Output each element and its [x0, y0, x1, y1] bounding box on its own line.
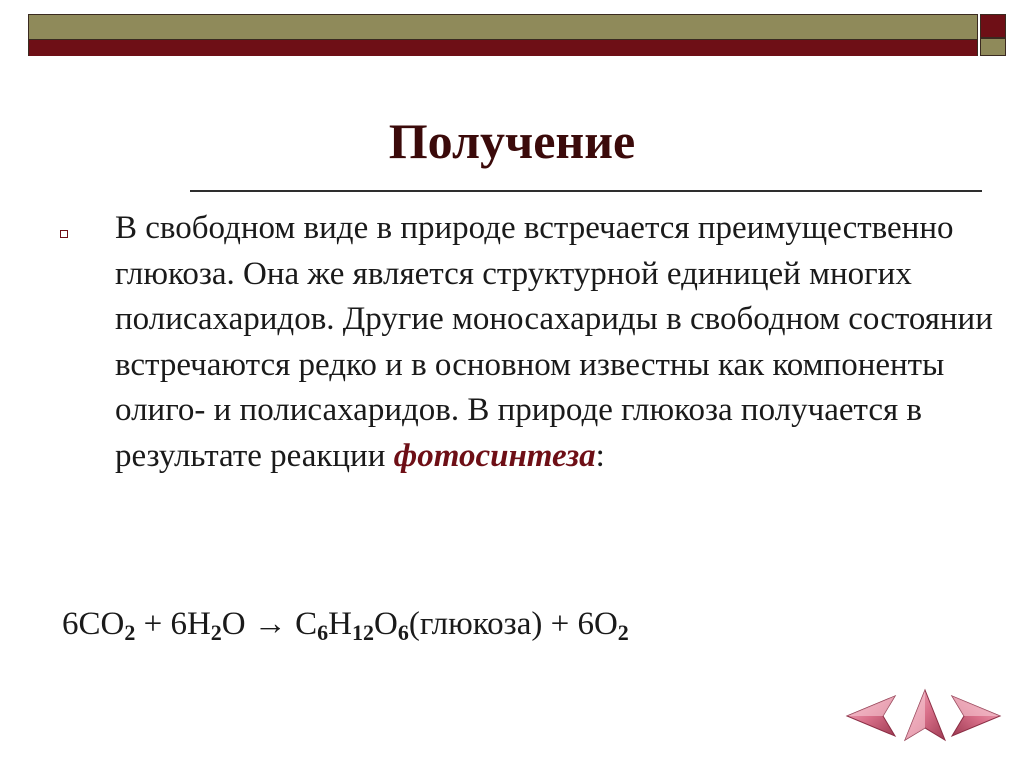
emphasis-photosynthesis: фотосинтеза — [393, 437, 596, 474]
band-olive-stripe — [29, 15, 977, 40]
bullet-square-icon — [60, 230, 68, 238]
arrow-left-icon[interactable] — [845, 688, 897, 744]
slide-title: Получение — [388, 113, 636, 169]
corner-square-top — [980, 14, 1006, 38]
eq-subscript: 6 — [317, 620, 329, 645]
band-maroon-stripe — [29, 40, 977, 56]
eq-subscript: 2 — [617, 620, 629, 645]
eq-part: O → C — [221, 606, 318, 642]
eq-part: 6CO — [62, 606, 125, 642]
eq-subscript: 12 — [351, 620, 374, 645]
top-decorative-band — [28, 14, 978, 56]
eq-part: O — [373, 606, 398, 642]
body-paragraph — [115, 206, 995, 479]
photosynthesis-equation — [62, 606, 962, 643]
eq-part: + 6H — [135, 606, 211, 642]
eq-subscript: 2 — [124, 620, 136, 645]
eq-subscript: 6 — [397, 620, 409, 645]
eq-subscript: 2 — [210, 620, 222, 645]
paragraph-colon: : — [595, 437, 605, 474]
paragraph-text: В свободном виде в природе встречается преимущественно глюкоза. Она же является структурной единицей многих полисахаридов. Другие моносахариды в свободном состоянии встречаются редко и в основном известны как компоненты олиго- и полисахаридов. В природе глюкоза получается в результате реакции — [115, 210, 993, 474]
eq-part: (глюкоза) + 6O — [408, 606, 618, 642]
title-underline — [190, 190, 982, 192]
arrow-up-icon[interactable] — [903, 688, 947, 744]
corner-square-bottom — [980, 38, 1006, 56]
arrow-right-icon[interactable] — [950, 688, 1002, 744]
eq-part: H — [328, 606, 352, 642]
